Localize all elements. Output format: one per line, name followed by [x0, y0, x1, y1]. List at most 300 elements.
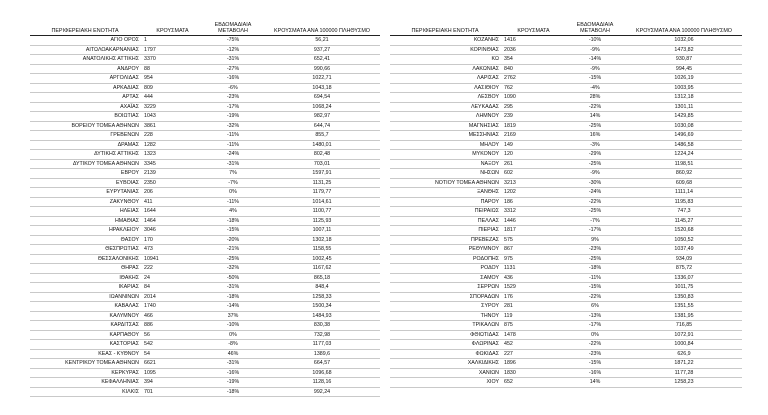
region-name: ΑΡΓΟΛΙΔΑΣ	[30, 74, 140, 84]
region-name: ΜΑΓΝΗΣΙΑΣ	[390, 121, 500, 131]
cases-per-100k: 930,87	[626, 55, 742, 65]
case-count: 170	[140, 235, 202, 245]
cases-per-100k: 1389,6	[264, 349, 380, 359]
region-name: ΚΙΛΚΙΣ	[30, 387, 140, 397]
cases-per-100k: 1301,11	[626, 102, 742, 112]
table-row	[390, 83, 742, 93]
region-name: ΑΡΤΑΣ	[30, 93, 140, 103]
case-count: 2014	[140, 292, 202, 302]
region-name: ΣΥΡΟΥ	[390, 302, 500, 312]
table-row	[390, 330, 742, 340]
header-per-100k: ΚΡΟΥΣΜΑΤΑ ΑΝΑ 100000 ΠΛΗΘΥΣΜΟ	[264, 20, 380, 36]
cases-per-100k: 1381,95	[626, 311, 742, 321]
case-count: 2762	[500, 74, 564, 84]
table-row	[390, 112, 742, 122]
cases-per-100k: 1336,07	[626, 273, 742, 283]
region-name: ΕΒΡΟΥ	[30, 169, 140, 179]
weekly-change: -20%	[202, 235, 264, 245]
region-name: ΝΑΞΟΥ	[390, 159, 500, 169]
table-row	[30, 340, 380, 350]
case-count: 2169	[500, 131, 564, 141]
cases-per-100k: 652,41	[264, 55, 380, 65]
cases-per-100k: 1177,03	[264, 340, 380, 350]
weekly-change: -17%	[202, 102, 264, 112]
weekly-change: 16%	[564, 131, 626, 141]
region-name: ΠΑΡΟΥ	[390, 197, 500, 207]
table-row	[390, 235, 742, 245]
weekly-change: -6%	[202, 83, 264, 93]
weekly-change: -29%	[564, 150, 626, 160]
case-count: 206	[140, 188, 202, 198]
cases-per-100k: 609,68	[626, 178, 742, 188]
region-name: ΒΟΡΕΙΟΥ ΤΟΜΕΑ ΑΘΗΝΩΝ	[30, 121, 140, 131]
region-name: ΠΕΛΛΑΣ	[390, 216, 500, 226]
weekly-change: 7%	[202, 169, 264, 179]
region-name: ΚΕΑΣ - ΚΥΘΝΟΥ	[30, 349, 140, 359]
table-row	[30, 387, 380, 397]
cases-per-100k: 1128,16	[264, 378, 380, 388]
region-name: ΑΓΙΟ ΟΡΟΣ	[30, 36, 140, 46]
weekly-change: -19%	[202, 112, 264, 122]
table-row	[30, 36, 380, 46]
table-row	[30, 55, 380, 65]
region-name: ΠΡΕΒΕΖΑΣ	[390, 235, 500, 245]
region-name: ΞΑΝΘΗΣ	[390, 188, 500, 198]
region-name: ΚΕΡΚΥΡΑΣ	[30, 368, 140, 378]
table-row	[390, 102, 742, 112]
weekly-change: -32%	[202, 121, 264, 131]
table-row	[30, 359, 380, 369]
weekly-change: -25%	[564, 121, 626, 131]
case-count: 54	[140, 349, 202, 359]
cases-per-100k: 626,9	[626, 349, 742, 359]
weekly-change: -21%	[202, 245, 264, 255]
table-row	[390, 226, 742, 236]
table-row	[390, 254, 742, 264]
table-row	[30, 197, 380, 207]
header-cases: ΚΡΟΥΣΜΑΤΑ	[140, 20, 202, 36]
case-count: 149	[500, 140, 564, 150]
table-row	[30, 245, 380, 255]
cases-per-100k: 1224,24	[626, 150, 742, 160]
header-region: ΠΕΡΙΦΕΡΕΙΑΚΗ ΕΝΟΤΗΤΑ	[30, 20, 140, 36]
case-count: 840	[500, 64, 564, 74]
cases-per-100k: 860,92	[626, 169, 742, 179]
region-name: ΚΑΡΔΙΤΣΑΣ	[30, 321, 140, 331]
table-row	[30, 283, 380, 293]
weekly-change: -25%	[564, 159, 626, 169]
table-row	[30, 169, 380, 179]
weekly-change: 28%	[564, 93, 626, 103]
case-count: 652	[500, 378, 564, 388]
weekly-change: -9%	[564, 169, 626, 179]
table-row	[390, 273, 742, 283]
weekly-change: 0%	[564, 330, 626, 340]
table-row	[390, 245, 742, 255]
cases-per-100k: 1072,91	[626, 330, 742, 340]
case-count: 575	[500, 235, 564, 245]
cases-per-100k: 990,66	[264, 64, 380, 74]
table-row	[390, 159, 742, 169]
table-row	[390, 55, 742, 65]
region-name: ΜΥΚΟΝΟΥ	[390, 150, 500, 160]
cases-per-100k: 1131,25	[264, 178, 380, 188]
case-count: 1797	[140, 45, 202, 55]
cases-table-right	[390, 20, 742, 388]
cases-per-100k: 1125,93	[264, 216, 380, 226]
region-name: ΠΕΙΡΑΙΩΣ	[390, 207, 500, 217]
case-count: 394	[140, 378, 202, 388]
case-count: 2350	[140, 178, 202, 188]
region-name: ΧΑΛΚΙΔΙΚΗΣ	[390, 359, 500, 369]
table-row	[390, 74, 742, 84]
table-row	[390, 378, 742, 388]
case-count: 1202	[500, 188, 564, 198]
table-row	[390, 121, 742, 131]
table-row	[30, 321, 380, 331]
weekly-change: -11%	[564, 273, 626, 283]
case-count: 3345	[140, 159, 202, 169]
region-name: ΘΗΡΑΣ	[30, 264, 140, 274]
cases-per-100k: 875,72	[626, 264, 742, 274]
weekly-change: -31%	[202, 55, 264, 65]
case-count: 3229	[140, 102, 202, 112]
region-name: ΗΛΕΙΑΣ	[30, 207, 140, 217]
cases-per-100k: 1480,01	[264, 140, 380, 150]
case-count: 3312	[500, 207, 564, 217]
weekly-change: -14%	[202, 302, 264, 312]
table-row	[30, 159, 380, 169]
weekly-change: -17%	[564, 321, 626, 331]
weekly-change: -18%	[564, 264, 626, 274]
case-count: 222	[140, 264, 202, 274]
header-weekly-change: ΕΒΔΟΜΑΔΙΑΙΑ ΜΕΤΑΒΟΛΗ	[202, 20, 264, 36]
cases-per-100k: 1871,22	[626, 359, 742, 369]
case-count: 1896	[500, 359, 564, 369]
cases-per-100k: 644,74	[264, 121, 380, 131]
weekly-change: -15%	[564, 359, 626, 369]
cases-per-100k: 1167,62	[264, 264, 380, 274]
region-name: ΤΗΝΟΥ	[390, 311, 500, 321]
case-count: 3861	[140, 121, 202, 131]
cases-per-100k: 1111,14	[626, 188, 742, 198]
table-row	[390, 150, 742, 160]
cases-per-100k: 1302,18	[264, 235, 380, 245]
table-row	[30, 102, 380, 112]
weekly-change: -18%	[202, 387, 264, 397]
region-name: ΘΑΣΟΥ	[30, 235, 140, 245]
cases-per-100k: 1000,84	[626, 340, 742, 350]
case-count: 1	[140, 36, 202, 46]
weekly-change: -31%	[202, 359, 264, 369]
region-name: ΙΚΑΡΙΑΣ	[30, 283, 140, 293]
table-row	[390, 131, 742, 141]
header-cases: ΚΡΟΥΣΜΑΤΑ	[500, 20, 564, 36]
table-row	[30, 226, 380, 236]
table-row	[30, 216, 380, 226]
case-count: 120	[500, 150, 564, 160]
table-row	[390, 178, 742, 188]
case-count: 867	[500, 245, 564, 255]
region-name: ΛΕΥΚΑΔΑΣ	[390, 102, 500, 112]
table-row	[390, 283, 742, 293]
table-row	[30, 131, 380, 141]
case-count: 1416	[500, 36, 564, 46]
weekly-change: -24%	[564, 188, 626, 198]
weekly-change: -22%	[564, 102, 626, 112]
case-count: 762	[500, 83, 564, 93]
weekly-change: -17%	[564, 226, 626, 236]
weekly-change: 14%	[564, 378, 626, 388]
weekly-change: -15%	[564, 283, 626, 293]
weekly-change: 37%	[202, 311, 264, 321]
table-row	[30, 45, 380, 55]
case-count: 1323	[140, 150, 202, 160]
weekly-change: -7%	[202, 178, 264, 188]
cases-per-100k: 664,57	[264, 359, 380, 369]
cases-per-100k: 1050,52	[626, 235, 742, 245]
weekly-change: -27%	[202, 64, 264, 74]
weekly-change: -31%	[202, 159, 264, 169]
table-row	[390, 169, 742, 179]
weekly-change: -50%	[202, 273, 264, 283]
cases-per-100k: 1043,18	[264, 83, 380, 93]
weekly-change: -31%	[202, 283, 264, 293]
weekly-change: -22%	[564, 197, 626, 207]
header-region: ΠΕΡΙΦΕΡΕΙΑΚΗ ΕΝΟΤΗΤΑ	[390, 20, 500, 36]
weekly-change: -22%	[564, 292, 626, 302]
weekly-change: -13%	[564, 311, 626, 321]
case-count: 542	[140, 340, 202, 350]
region-name: ΑΝΔΡΟΥ	[30, 64, 140, 74]
cases-per-100k: 1486,58	[626, 140, 742, 150]
case-count: 1819	[500, 121, 564, 131]
weekly-change: -11%	[202, 197, 264, 207]
weekly-change: -12%	[202, 45, 264, 55]
table-row	[30, 150, 380, 160]
weekly-change: -23%	[564, 245, 626, 255]
cases-per-100k: 716,85	[626, 321, 742, 331]
weekly-change: -30%	[564, 178, 626, 188]
cases-per-100k: 1100,77	[264, 207, 380, 217]
table-row	[30, 368, 380, 378]
table-row	[390, 216, 742, 226]
region-name: ΠΙΕΡΙΑΣ	[390, 226, 500, 236]
cases-per-100k: 1195,83	[626, 197, 742, 207]
region-name: ΡΟΔΟΥ	[390, 264, 500, 274]
table-row	[390, 36, 742, 46]
cases-per-100k: 1500,34	[264, 302, 380, 312]
region-name: ΑΡΚΑΔΙΑΣ	[30, 83, 140, 93]
header-weekly-change: ΕΒΔΟΜΑΔΙΑΙΑ ΜΕΤΑΒΟΛΗ	[564, 20, 626, 36]
table-row	[30, 235, 380, 245]
case-count: 119	[500, 311, 564, 321]
case-count: 444	[140, 93, 202, 103]
table-row	[390, 197, 742, 207]
weekly-change: -9%	[564, 45, 626, 55]
case-count: 1740	[140, 302, 202, 312]
cases-per-100k: 1496,69	[626, 131, 742, 141]
table-row	[30, 83, 380, 93]
region-name: ΚΑΣΤΟΡΙΑΣ	[30, 340, 140, 350]
case-count: 3370	[140, 55, 202, 65]
weekly-change: -23%	[202, 93, 264, 103]
table-row	[30, 178, 380, 188]
cases-per-100k: 1484,93	[264, 311, 380, 321]
table-row	[30, 302, 380, 312]
case-count: 1529	[500, 283, 564, 293]
weekly-change: -24%	[202, 150, 264, 160]
table-row	[30, 112, 380, 122]
region-name: ΑΙΤΩΛΟΑΚΑΡΝΑΝΙΑΣ	[30, 45, 140, 55]
cases-per-100k: 1177,28	[626, 368, 742, 378]
region-name: ΖΑΚΥΝΘΟΥ	[30, 197, 140, 207]
cases-per-100k: 1158,55	[264, 245, 380, 255]
case-count: 354	[500, 55, 564, 65]
case-count: 1446	[500, 216, 564, 226]
case-count: 1830	[500, 368, 564, 378]
table-row	[30, 349, 380, 359]
cases-per-100k: 1007,11	[264, 226, 380, 236]
case-count: 1043	[140, 112, 202, 122]
table-row	[390, 321, 742, 331]
table-row	[30, 188, 380, 198]
table-row	[390, 349, 742, 359]
region-name: ΒΟΙΩΤΙΑΣ	[30, 112, 140, 122]
cases-per-100k: 1026,19	[626, 74, 742, 84]
weekly-change: -19%	[202, 378, 264, 388]
cases-per-100k: 1022,71	[264, 74, 380, 84]
table-row	[30, 378, 380, 388]
table-row	[30, 140, 380, 150]
cases-per-100k: 732,98	[264, 330, 380, 340]
region-name: ΔΡΑΜΑΣ	[30, 140, 140, 150]
cases-per-100k: 855,7	[264, 131, 380, 141]
region-name: ΛΗΜΝΟΥ	[390, 112, 500, 122]
region-name: ΧΑΝΙΩΝ	[390, 368, 500, 378]
weekly-change: 46%	[202, 349, 264, 359]
cases-per-100k: 1258,33	[264, 292, 380, 302]
weekly-change: -10%	[202, 321, 264, 331]
weekly-change: -9%	[564, 64, 626, 74]
cases-per-100k: 1145,27	[626, 216, 742, 226]
case-count: 295	[500, 102, 564, 112]
weekly-change: -32%	[202, 264, 264, 274]
weekly-change: -15%	[564, 74, 626, 84]
weekly-change: -22%	[564, 340, 626, 350]
case-count: 10941	[140, 254, 202, 264]
case-count: 239	[500, 112, 564, 122]
table-row	[30, 330, 380, 340]
region-name: ΛΑΣΙΘΙΟΥ	[390, 83, 500, 93]
cases-per-100k: 994,45	[626, 64, 742, 74]
case-count: 954	[140, 74, 202, 84]
cases-per-100k: 1198,51	[626, 159, 742, 169]
region-name: ΔΥΤΙΚΟΥ ΤΟΜΕΑ ΑΘΗΝΩΝ	[30, 159, 140, 169]
region-name: ΡΟΔΟΠΗΣ	[390, 254, 500, 264]
weekly-change: 0%	[202, 188, 264, 198]
cases-per-100k: 1068,24	[264, 102, 380, 112]
region-name: ΦΘΙΩΤΙΔΑΣ	[390, 330, 500, 340]
table-row	[390, 311, 742, 321]
weekly-change: -75%	[202, 36, 264, 46]
case-count: 227	[500, 349, 564, 359]
weekly-change: -25%	[202, 254, 264, 264]
weekly-change: -11%	[202, 140, 264, 150]
region-name: ΙΘΑΚΗΣ	[30, 273, 140, 283]
cases-per-100k: 1597,91	[264, 169, 380, 179]
region-name: ΚΩ	[390, 55, 500, 65]
case-count: 24	[140, 273, 202, 283]
cases-per-100k: 1429,85	[626, 112, 742, 122]
table-row	[390, 188, 742, 198]
case-count: 1464	[140, 216, 202, 226]
cases-per-100k: 747,3	[626, 207, 742, 217]
header-row	[30, 20, 380, 36]
table-row	[30, 64, 380, 74]
table-row	[30, 74, 380, 84]
weekly-change: -3%	[564, 140, 626, 150]
cases-per-100k: 1014,61	[264, 197, 380, 207]
cases-per-100k: 1037,49	[626, 245, 742, 255]
region-name: ΣΕΡΡΩΝ	[390, 283, 500, 293]
cases-per-100k: 937,27	[264, 45, 380, 55]
case-count: 3046	[140, 226, 202, 236]
table-row	[30, 264, 380, 274]
weekly-change: -16%	[202, 74, 264, 84]
table-body-left	[30, 36, 380, 397]
case-count: 473	[140, 245, 202, 255]
case-count: 261	[500, 159, 564, 169]
cases-per-100k: 1032,06	[626, 36, 742, 46]
case-count: 6621	[140, 359, 202, 369]
region-name: ΝΟΤΙΟΥ ΤΟΜΕΑ ΑΘΗΝΩΝ	[390, 178, 500, 188]
case-count: 3213	[500, 178, 564, 188]
cases-per-100k: 703,01	[264, 159, 380, 169]
case-count: 875	[500, 321, 564, 331]
case-count: 88	[140, 64, 202, 74]
case-count: 176	[500, 292, 564, 302]
cases-per-100k: 830,38	[264, 321, 380, 331]
cases-per-100k: 694,54	[264, 93, 380, 103]
region-name: ΚΟΡΙΝΘΙΑΣ	[390, 45, 500, 55]
region-name: ΑΝΑΤΟΛΙΚΗΣ ΑΤΤΙΚΗΣ	[30, 55, 140, 65]
header-per-100k: ΚΡΟΥΣΜΑΤΑ ΑΝΑ 100000 ΠΛΗΘΥΣΜΟ	[626, 20, 742, 36]
cases-per-100k: 1473,82	[626, 45, 742, 55]
case-count: 701	[140, 387, 202, 397]
case-count: 809	[140, 83, 202, 93]
case-count: 56	[140, 330, 202, 340]
region-name: ΕΥΒΟΙΑΣ	[30, 178, 140, 188]
case-count: 1644	[140, 207, 202, 217]
cases-per-100k: 1351,55	[626, 302, 742, 312]
weekly-change: -18%	[202, 292, 264, 302]
cases-per-100k: 865,18	[264, 273, 380, 283]
region-name: ΙΩΑΝΝΙΝΩΝ	[30, 292, 140, 302]
region-name: ΗΜΑΘΙΑΣ	[30, 216, 140, 226]
region-name: ΛΕΣΒΟΥ	[390, 93, 500, 103]
table-row	[390, 292, 742, 302]
cases-per-100k: 1003,95	[626, 83, 742, 93]
table-row	[30, 311, 380, 321]
region-name: ΗΡΑΚΛΕΙΟΥ	[30, 226, 140, 236]
case-count: 1131	[500, 264, 564, 274]
case-count: 436	[500, 273, 564, 283]
region-name: ΕΥΡΥΤΑΝΙΑΣ	[30, 188, 140, 198]
region-name: ΧΙΟΥ	[390, 378, 500, 388]
region-name: ΦΛΩΡΙΝΑΣ	[390, 340, 500, 350]
case-count: 1095	[140, 368, 202, 378]
